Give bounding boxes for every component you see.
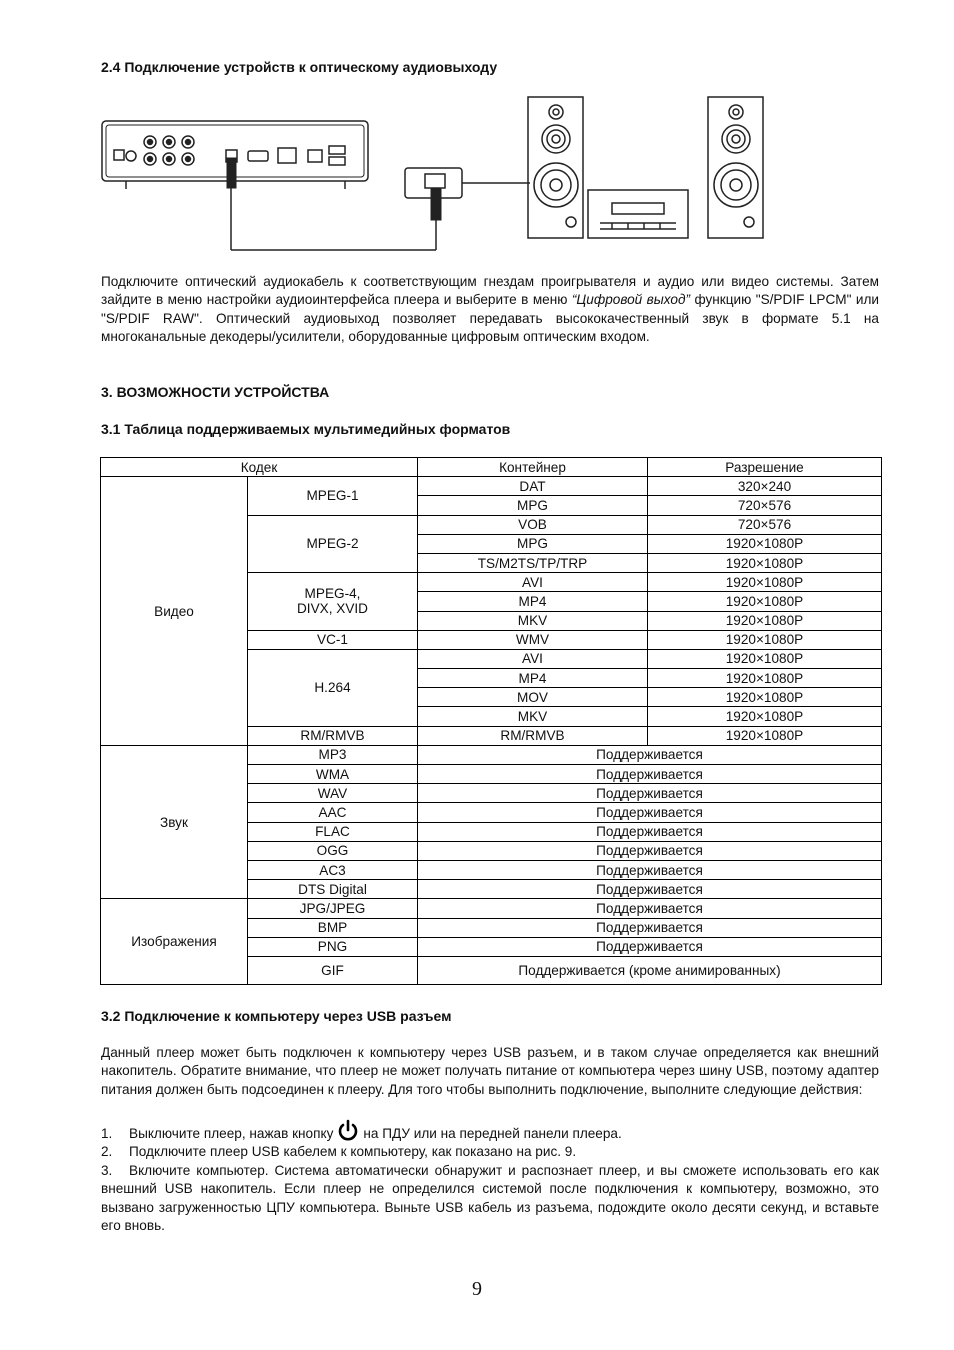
container-cell: AVI [418, 573, 648, 592]
container-cell: MOV [418, 688, 648, 707]
step-number: 2. [101, 1144, 113, 1159]
support-cell: Поддерживается [418, 918, 882, 937]
support-cell: Поддерживается [418, 937, 882, 956]
container-cell: AVI [418, 649, 648, 668]
resolution-cell: 1920×1080P [648, 573, 882, 592]
support-cell: Поддерживается (кроме анимированных) [418, 956, 882, 984]
container-cell: RM/RMVB [418, 726, 648, 745]
category-images: Изображения [101, 899, 248, 985]
codec-cell: AC3 [248, 860, 418, 879]
table-header-row [101, 458, 882, 477]
paragraph-text-part: функцию "S/PDIF LPCM" или "S/PDIF RAW". Оптический аудиовыход позволяет передавать высококачественный звук в формате 5.1 на многоканальные декодеры/усилители, оборудованные цифровым оптическим входом. [101, 292, 879, 344]
optical-connection-diagram [0, 0, 954, 260]
section-heading-3-1: 3.1 Таблица поддерживаемых мультимедийных форматов [101, 421, 511, 437]
container-cell: DAT [418, 477, 648, 496]
left-speaker [528, 97, 583, 238]
support-cell: Поддерживается [418, 803, 882, 822]
container-cell: TS/M2TS/TP/TRP [418, 553, 648, 572]
table-row [101, 477, 882, 496]
usb-description-paragraph: Данный плеер может быть подключен к компьютеру через USB разъем, и в таком случае определяется как внешний накопитель. Обратите внимание, что плеер не может получать питание от компьютера через шину USB, поэтому адаптер питания должен быть подсоединен к плееру. Для того чтобы выполнить подключение, выполните следующие действия: [101, 1045, 879, 1097]
container-cell: MP4 [418, 592, 648, 611]
container-cell: VOB [418, 515, 648, 534]
right-speaker [708, 97, 763, 238]
header-container: Контейнер [418, 458, 648, 477]
codec-cell: MPEG-1 [248, 477, 418, 515]
resolution-cell: 720×576 [648, 496, 882, 515]
table-row [101, 899, 882, 918]
codec-cell: WMA [248, 765, 418, 784]
codec-cell: MP3 [248, 745, 418, 764]
codec-cell: MPEG-2 [248, 515, 418, 573]
codec-line: MPEG-4, [304, 586, 361, 602]
container-cell: MPG [418, 496, 648, 515]
table-row [101, 745, 882, 764]
codec-cell [248, 573, 418, 631]
formats-table [100, 457, 882, 985]
paragraph-text-part: Подключите оптический аудиокабель к соответствующим гнездам проигрывателя и аудио или видео системы. Затем зайдите в меню настройки аудиоинтерфейса плеера и выберите в меню [101, 274, 879, 308]
step-number: 3. [101, 1163, 113, 1178]
step-text: Выключите плеер, нажав кнопку [129, 1126, 334, 1141]
support-cell: Поддерживается [418, 880, 882, 899]
resolution-cell: 1920×1080P [648, 707, 882, 726]
resolution-cell: 1920×1080P [648, 688, 882, 707]
container-cell: MKV [418, 611, 648, 630]
category-audio: Звук [101, 745, 248, 899]
container-cell: WMV [418, 630, 648, 649]
resolution-cell: 1920×1080P [648, 726, 882, 745]
resolution-cell: 1920×1080P [648, 630, 882, 649]
resolution-cell: 1920×1080P [648, 534, 882, 553]
support-cell: Поддерживается [418, 765, 882, 784]
list-item [101, 1143, 879, 1161]
resolution-cell: 1920×1080P [648, 649, 882, 668]
support-cell: Поддерживается [418, 745, 882, 764]
codec-cell: WAV [248, 784, 418, 803]
category-video: Видео [101, 477, 248, 746]
codec-cell: JPG/JPEG [248, 899, 418, 918]
step-number: 1. [101, 1126, 113, 1141]
codec-cell: GIF [248, 956, 418, 984]
resolution-cell: 320×240 [648, 477, 882, 496]
section-heading-2-4: 2.4 Подключение устройств к оптическому аудиовыходу [101, 59, 498, 75]
codec-cell: OGG [248, 841, 418, 860]
resolution-cell: 1920×1080P [648, 592, 882, 611]
codec-cell: H.264 [248, 649, 418, 726]
step-text: на ПДУ или на передней панели плеера. [363, 1126, 622, 1141]
menu-name-italic: “Цифровой выход” [571, 292, 691, 308]
support-cell: Поддерживается [418, 822, 882, 841]
codec-cell: RM/RMVB [248, 726, 418, 745]
codec-cell: VC-1 [248, 630, 418, 649]
section-heading-3-2: 3.2 Подключение к компьютеру через USB разъем [101, 1008, 452, 1024]
optical-cable [227, 158, 530, 250]
codec-cell: FLAC [248, 822, 418, 841]
support-cell: Поддерживается [418, 860, 882, 879]
container-cell: MPG [418, 534, 648, 553]
codec-line: DIVX, XVID [296, 601, 368, 617]
page-number: 9 [472, 1278, 482, 1300]
optical-description-paragraph [101, 273, 879, 346]
resolution-cell: 1920×1080P [648, 669, 882, 688]
support-cell: Поддерживается [418, 899, 882, 918]
audio-receiver [588, 190, 688, 238]
codec-cell: PNG [248, 937, 418, 956]
header-resolution: Разрешение [648, 458, 882, 477]
codec-cell: DTS Digital [248, 880, 418, 899]
step-text: Подключите плеер USB кабелем к компьютеру, как показано на рис. 9. [129, 1144, 577, 1159]
step-text: Включите компьютер. Система автоматически обнаружит и распознает плеер, и вы сможете использовать его как внешний USB накопитель. Если плеер не определился системой после подключения к компьютеру, возможно, это вызвано загруженностью ЦПУ компьютера. Выньте USB кабель из разъема, подождите около десяти секунд, и вставьте его вновь. [101, 1163, 879, 1233]
resolution-cell: 1920×1080P [648, 611, 882, 630]
support-cell: Поддерживается [418, 841, 882, 860]
support-cell: Поддерживается [418, 784, 882, 803]
resolution-cell: 720×576 [648, 515, 882, 534]
list-item [101, 1162, 879, 1235]
header-codec: Кодек [101, 458, 418, 477]
container-cell: MKV [418, 707, 648, 726]
codec-cell: BMP [248, 918, 418, 937]
section-heading-3: 3. ВОЗМОЖНОСТИ УСТРОЙСТВА [101, 384, 330, 400]
resolution-cell: 1920×1080P [648, 553, 882, 572]
container-cell: MP4 [418, 669, 648, 688]
codec-cell: AAC [248, 803, 418, 822]
